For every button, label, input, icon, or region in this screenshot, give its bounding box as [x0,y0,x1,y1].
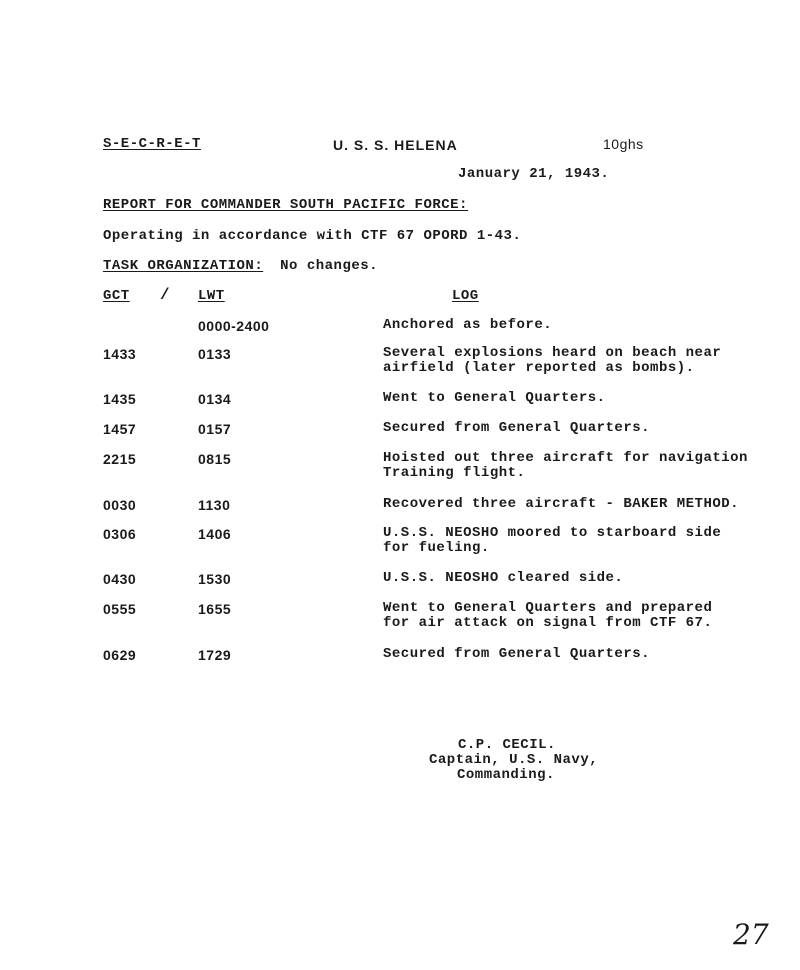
page-number: 27 [733,918,769,951]
column-header-lwt: LWT [198,288,225,304]
column-header-separator: / [160,286,171,304]
report-heading: REPORT FOR COMMANDER SOUTH PACIFIC FORCE: [103,197,468,213]
log-lwt-time: 1729 [198,647,232,663]
log-entry-text [383,391,606,406]
log-lwt-time: 0157 [198,421,232,437]
log-lwt-time: 1655 [198,601,232,617]
log-entry-line: airfield (later reported as bombs). [383,360,695,376]
log-gct-time: 1435 [103,391,137,407]
log-lwt-time: 0133 [198,346,232,362]
report-date: January 21, 1943. [458,166,610,182]
operating-line: Operating in accordance with CTF 67 OPORD 1-43. [103,228,522,244]
log-entry-line: U.S.S. NEOSHO cleared side. [383,570,624,586]
log-entry-text [383,451,748,481]
classification-marking: S-E-C-R-E-T [103,136,201,152]
log-gct-time: 0030 [103,497,137,513]
log-entry-line: Anchored as before. [383,317,553,333]
log-gct-time: 0306 [103,526,137,542]
log-entry-line: Training flight. [383,465,526,481]
log-gct-time: 0430 [103,571,137,587]
log-gct-time: 2215 [103,451,137,467]
log-entry-line: for fueling. [383,540,490,556]
log-entry-line: U.S.S. NEOSHO moored to starboard side [383,525,722,541]
log-entry-text [383,647,650,662]
log-lwt-time: 0000-2400 [198,318,270,334]
log-lwt-time: 0815 [198,451,232,467]
column-header-log: LOG [452,288,479,304]
log-gct-time: 1433 [103,346,137,362]
log-gct-time: 0629 [103,647,137,663]
log-entry-line: Secured from General Quarters. [383,420,651,436]
task-organization-value: No changes. [280,258,379,274]
log-entry-line: Recovered three aircraft - BAKER METHOD. [383,496,740,512]
log-entry-line: Several explosions heard on beach near [383,345,722,361]
log-entry-line: for air attack on signal from CTF 67. [383,615,713,631]
log-entry-line: Went to General Quarters. [383,390,606,406]
log-lwt-time: 1406 [198,526,232,542]
task-organization-label: TASK ORGANIZATION: [103,258,264,274]
log-entry-text [383,571,623,586]
ship-name: U. S. S. HELENA [333,137,458,153]
log-entry-text [383,526,721,556]
signature-role: Commanding. [457,767,555,783]
signature-title: Captain, U.S. Navy, [429,752,599,768]
signature-name: C.P. CECIL. [458,737,556,753]
log-entry-text [383,497,739,512]
log-lwt-time: 0134 [198,391,232,407]
log-entry-text [383,421,650,436]
log-entry-text [383,601,712,631]
log-gct-time: 0555 [103,601,137,617]
log-gct-time: 1457 [103,421,137,437]
page-code: 10ghs [603,136,644,152]
log-entry-line: Secured from General Quarters. [383,646,651,662]
log-entry-line: Went to General Quarters and prepared [383,600,713,616]
log-lwt-time: 1530 [198,571,232,587]
log-lwt-time: 1130 [198,497,231,513]
log-entry-line: Hoisted out three aircraft for navigation [383,450,748,466]
task-organization [103,258,378,274]
column-header-gct: GCT [103,288,130,304]
log-entry-text [383,346,721,376]
log-entry-text [383,318,552,333]
